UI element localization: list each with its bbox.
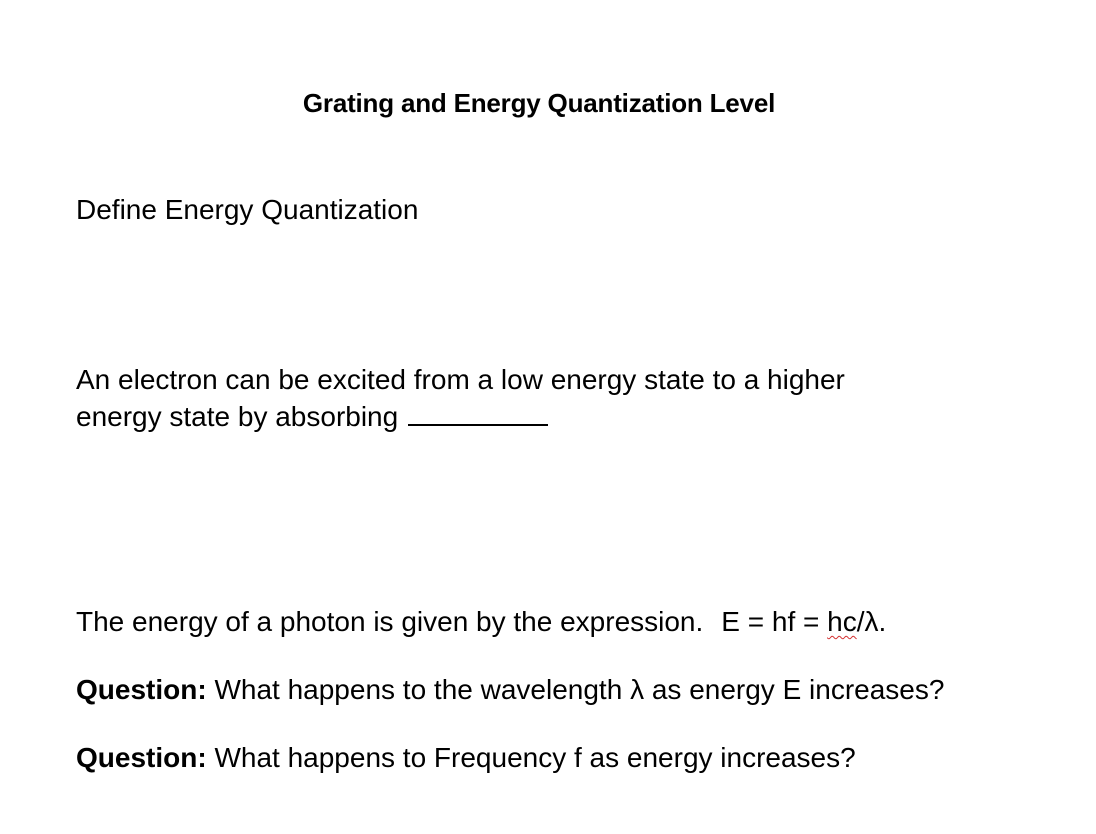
page-title: Grating and Energy Quantization Level bbox=[302, 88, 776, 118]
question-2 bbox=[76, 740, 856, 776]
question-label: Question: bbox=[76, 674, 207, 705]
electron-statement-line2: energy state by absorbing bbox=[76, 401, 399, 432]
photon-statement-text: The energy of a photon is given by the expression. bbox=[76, 606, 704, 637]
formula-prefix: E = hf = bbox=[721, 606, 828, 637]
electron-statement bbox=[76, 362, 1036, 435]
question-label: Question: bbox=[76, 742, 207, 773]
define-prompt: Define Energy Quantization bbox=[76, 194, 419, 225]
electron-statement-line1: An electron can be excited from a low energy state to a higher bbox=[76, 364, 845, 395]
formula-suffix: /λ. bbox=[856, 606, 887, 637]
question-1 bbox=[76, 672, 944, 708]
question-text: What happens to the wavelength λ as energy E increases? bbox=[214, 674, 945, 705]
question-text: What happens to Frequency f as energy increases? bbox=[214, 742, 856, 773]
spellcheck-flagged-word[interactable]: hc bbox=[827, 606, 857, 637]
photon-statement bbox=[76, 604, 886, 640]
energy-formula bbox=[721, 606, 886, 637]
answer-blank[interactable] bbox=[408, 398, 548, 426]
